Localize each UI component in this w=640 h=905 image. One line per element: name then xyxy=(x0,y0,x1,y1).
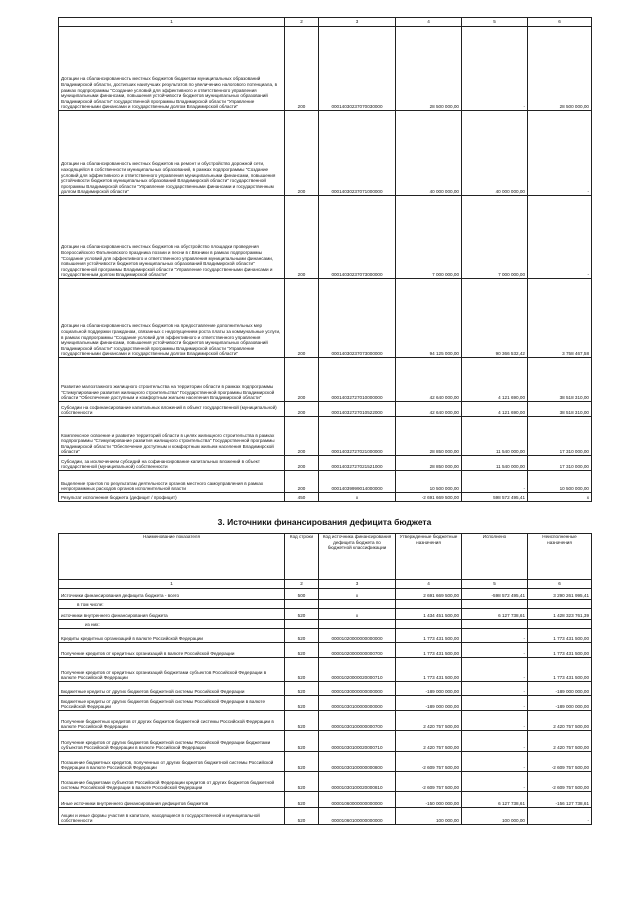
table-header-row xyxy=(59,18,592,27)
approved-amount: 94 125 000,00 xyxy=(396,279,462,358)
unexecuted-amount: 17 310 000,00 xyxy=(528,417,592,456)
source-classification-code: 00001030100000000700 xyxy=(319,711,396,731)
row-description: в том числе: xyxy=(59,600,285,609)
budget-classification-code: 00014030237073000000 xyxy=(319,279,396,358)
executed-amount: - xyxy=(462,629,528,643)
source-classification-code: 00001030100000000800 xyxy=(319,752,396,772)
table-row xyxy=(59,808,592,825)
budget-classification-code: 00014039999014000000 xyxy=(319,471,396,493)
table-row xyxy=(59,682,592,696)
row-code: 200 xyxy=(285,358,319,402)
source-classification-code: 00001030000000000000 xyxy=(319,682,396,696)
column-number: 4 xyxy=(396,580,462,589)
column-number: 5 xyxy=(462,18,528,27)
column-number: 6 xyxy=(528,18,592,27)
column-header: Неисполненные назначения xyxy=(528,534,592,580)
row-description: Субсидии, за исключением субсидий на софинансирование капитальных вложений в объект государственной (муниципальной) собственности xyxy=(59,456,285,471)
table-row xyxy=(59,27,592,111)
budget-classification-code: 00014032727021000000 xyxy=(319,417,396,456)
table-row xyxy=(59,471,592,493)
row-description: Получение кредитов от других бюджетов бюджетной системы Российской Федерации бюджетами субъектов Российской Федерации в валюте Российской Федерации xyxy=(59,731,285,752)
row-code: 520 xyxy=(285,658,319,682)
source-classification-code: 00001030100020000810 xyxy=(319,772,396,792)
row-description: Бюджетные кредиты от других бюджетов бюджетной системы Российской Федерации xyxy=(59,682,285,696)
row-description: Результат исполнения бюджета (дефицит / профицит) xyxy=(59,493,285,502)
column-number: 1 xyxy=(59,580,285,589)
row-code xyxy=(285,620,319,629)
unexecuted-amount: - xyxy=(528,196,592,279)
approved-amount: 7 000 000,00 xyxy=(396,196,462,279)
row-code: 520 xyxy=(285,682,319,696)
approved-amount: -189 000 000,00 xyxy=(396,696,462,711)
executed-amount: 7 000 000,00 xyxy=(462,196,528,279)
column-number: 4 xyxy=(396,18,462,27)
table-row xyxy=(59,731,592,752)
row-code: 200 xyxy=(285,417,319,456)
executed-amount: - xyxy=(462,682,528,696)
executed-amount: - xyxy=(462,711,528,731)
section-title: 3. Источники финансирования дефицита бюджета xyxy=(217,517,432,527)
row-code: 520 xyxy=(285,752,319,772)
row-description: источники внутреннего финансирования бюджета xyxy=(59,609,285,620)
unexecuted-amount: 38 518 310,00 xyxy=(528,358,592,402)
approved-amount: 28 850 000,00 xyxy=(396,456,462,471)
executed-amount: - xyxy=(462,471,528,493)
row-description: Дотации на сбалансированность местных бюджетов на обустройство площадки проведения Всероссийского Фатьяновского праздника поэзии и песни в г.Вязники в рамках подпрограммы "Создание условий для эффективного и ответственного управления муниципальными финансами, повышения устойчивости бюджетов муниципальных образований Владимирской области" государственной программы Владимирской области "Управление государственными финансами и государственным долгом Владимирской области" xyxy=(59,196,285,279)
source-classification-code: 00001060000000000000 xyxy=(319,792,396,808)
row-code: 200 xyxy=(285,471,319,493)
approved-amount: 2 691 669 500,00 xyxy=(396,589,462,600)
column-number: 2 xyxy=(285,18,319,27)
budget-classification-code: x xyxy=(319,493,396,502)
column-number: 3 xyxy=(319,580,396,589)
table-row xyxy=(59,358,592,402)
row-description: Источники финансирования дефицита бюджета - всего xyxy=(59,589,285,600)
column-number: 3 xyxy=(319,18,396,27)
approved-amount: -2 609 757 500,00 xyxy=(396,752,462,772)
unexecuted-amount: 1 773 431 500,00 xyxy=(528,643,592,658)
row-code xyxy=(285,600,319,609)
executed-amount: - xyxy=(462,772,528,792)
unexecuted-amount: 3 758 467,58 xyxy=(528,279,592,358)
unexecuted-amount: - xyxy=(528,111,592,196)
row-description: Субсидии на софинансирование капитальных вложений в объект государственной (муниципальной) собственности xyxy=(59,402,285,417)
approved-amount: 1 773 431 500,00 xyxy=(396,643,462,658)
column-header: Исполнено xyxy=(462,534,528,580)
budget-classification-code: 00014030237073000000 xyxy=(319,196,396,279)
table-row xyxy=(59,417,592,456)
row-code: 200 xyxy=(285,279,319,358)
executed-amount: 6 127 738,61 xyxy=(462,609,528,620)
column-number: 5 xyxy=(462,580,528,589)
table-header-row xyxy=(59,534,592,580)
executed-amount: 4 121 690,00 xyxy=(462,358,528,402)
row-description: Дотации на сбалансированность местных бюджетов на ремонт и обустройство дорожной сети, находящейся в собственности муниципальных образований, в рамках подпрограммы "Создание условий для эффективного и ответственного управления муниципальными финансами, повышения устойчивости бюджетов муниципальных образований Владимирской области" государственной программы Владимирской области "Управление государственными финансами и государственным долгом Владимирской области" xyxy=(59,111,285,196)
row-description: Бюджетные кредиты от других бюджетов бюджетной системы Российской Федерации в валюте Российской Федерации xyxy=(59,696,285,711)
row-description: Дотации на сбалансированность местных бюджетов на предоставление дополнительных мер социальной поддержки гражданам, связанных с недопущением роста платы за коммунальные услуги, в рамках подпрограммы "Создание условий для эффективного и ответственного управления муниципальными финансами, повышения устойчивости бюджетов муниципальных образований Владимирской области" государственной программы Владимирской области "Управление государственными финансами и государственным долгом Владимирской области" xyxy=(59,279,285,358)
executed-amount: - xyxy=(462,752,528,772)
row-code: 520 xyxy=(285,711,319,731)
source-classification-code: 00001030100020000710 xyxy=(319,731,396,752)
unexecuted-amount: 2 420 757 500,00 xyxy=(528,711,592,731)
approved-amount: 100 000,00 xyxy=(396,808,462,825)
approved-amount: 42 640 000,00 xyxy=(396,402,462,417)
row-code: 520 xyxy=(285,808,319,825)
executed-amount: - xyxy=(462,696,528,711)
source-classification-code: x xyxy=(319,609,396,620)
approved-amount: -2 609 757 500,00 xyxy=(396,772,462,792)
budget-classification-code: 00014032727010000000 xyxy=(319,358,396,402)
executed-amount: 6 127 738,61 xyxy=(462,792,528,808)
unexecuted-amount: 1 428 323 761,39 xyxy=(528,609,592,620)
executed-amount: - xyxy=(462,27,528,111)
source-classification-code: 00001060100000000000 xyxy=(319,808,396,825)
executed-amount: 598 572 495,41 xyxy=(462,493,528,502)
executed-amount: -598 572 495,41 xyxy=(462,589,528,600)
unexecuted-amount: -2 609 757 500,00 xyxy=(528,752,592,772)
row-code: 500 xyxy=(285,589,319,600)
row-description: Акции и иные формы участия в капитале, находящиеся в государственной и муниципальной собственности xyxy=(59,808,285,825)
table-row xyxy=(59,752,592,772)
executed-amount: 100 000,00 xyxy=(462,808,528,825)
row-description: Дотации на сбалансированность местных бюджетов бюджетам муниципальных образований Владимирской области, достигших наилучших результатов по увеличению налогового потенциала, в рамках подпрограммы "Создание условий для эффективного и ответственного управления муниципальными финансами, повышения устойчивости бюджетов муниципальных образований Владимирской области" государственной программы Владимирской области "Управление государственными финансами и государственным долгом Владимирской области" xyxy=(59,27,285,111)
unexecuted-amount xyxy=(528,620,592,629)
approved-amount: -150 000 000,00 xyxy=(396,792,462,808)
approved-amount: 42 640 000,00 xyxy=(396,358,462,402)
row-code: 520 xyxy=(285,731,319,752)
column-header: Код строки xyxy=(285,534,319,580)
source-classification-code: x xyxy=(319,589,396,600)
source-classification-code xyxy=(319,620,396,629)
table-row xyxy=(59,643,592,658)
executed-amount: 90 366 532,42 xyxy=(462,279,528,358)
unexecuted-amount: 2 420 757 500,00 xyxy=(528,731,592,752)
column-header: Наименование показателя xyxy=(59,534,285,580)
unexecuted-amount: x xyxy=(528,493,592,502)
table-row xyxy=(59,111,592,196)
table-row xyxy=(59,696,592,711)
column-header: Утвержденные бюджетные назначения xyxy=(396,534,462,580)
unexecuted-amount: 1 773 431 500,00 xyxy=(528,658,592,682)
column-header: Код источника финансирования дефицита бюджета по бюджетной классификации xyxy=(319,534,396,580)
unexecuted-amount: 1 773 431 500,00 xyxy=(528,629,592,643)
executed-amount: - xyxy=(462,731,528,752)
approved-amount: 2 420 757 500,00 xyxy=(396,711,462,731)
row-code: 520 xyxy=(285,772,319,792)
unexecuted-amount: 38 518 310,00 xyxy=(528,402,592,417)
executed-amount: - xyxy=(462,643,528,658)
executed-amount: 11 540 000,00 xyxy=(462,417,528,456)
row-description: из них: xyxy=(59,620,285,629)
row-code: 200 xyxy=(285,111,319,196)
row-code: 200 xyxy=(285,456,319,471)
table-row xyxy=(59,609,592,620)
column-number: 6 xyxy=(528,580,592,589)
row-code: 200 xyxy=(285,402,319,417)
row-description: Получение бюджетных кредитов от других бюджетов бюджетной системы Российской Федерации в валюте Российской Федерации xyxy=(59,711,285,731)
executed-amount xyxy=(462,620,528,629)
unexecuted-amount: -189 000 000,00 xyxy=(528,696,592,711)
table-row xyxy=(59,402,592,417)
approved-amount xyxy=(396,620,462,629)
column-number-row xyxy=(59,580,592,589)
row-code: 200 xyxy=(285,27,319,111)
executed-amount: - xyxy=(462,658,528,682)
approved-amount: 28 500 000,00 xyxy=(396,27,462,111)
row-description: Погашение бюджетных кредитов, полученных от других бюджетов бюджетной системы Российской Федерации в валюте Российской Федерации xyxy=(59,752,285,772)
unexecuted-amount: -2 609 757 500,00 xyxy=(528,772,592,792)
source-classification-code: 00001020000020000710 xyxy=(319,658,396,682)
unexecuted-amount: 28 500 000,00 xyxy=(528,27,592,111)
source-classification-code: 00001020000000000700 xyxy=(319,643,396,658)
budget-classification-code: 00014030237070030000 xyxy=(319,27,396,111)
expenditure-table xyxy=(58,17,592,502)
unexecuted-amount xyxy=(528,600,592,609)
table-row xyxy=(59,279,592,358)
row-code: 520 xyxy=(285,643,319,658)
executed-amount: 11 540 000,00 xyxy=(462,456,528,471)
row-description: Развитие малоэтажного жилищного строительства на территории области в рамках подпрограммы "Стимулирование развития жилищного строительства" Государственной программы Владимирской области "Обеспечение доступным и комфортным жильем населения Владимирской области" xyxy=(59,358,285,402)
budget-classification-code: 00014030237071000000 xyxy=(319,111,396,196)
source-classification-code: 00001020000000000000 xyxy=(319,629,396,643)
row-description: Выделение грантов по результатам деятельности органов местного самоуправления в рамках непрограммных расходов органов исполнительной власти xyxy=(59,471,285,493)
row-description: Погашение бюджетами субъектов Российской Федерации кредитов от других бюджетов бюджетной системы Российской Федерации в валюте Российской Федерации xyxy=(59,772,285,792)
executed-amount: 4 121 690,00 xyxy=(462,402,528,417)
row-code: 450 xyxy=(285,493,319,502)
source-classification-code: 00001030100000000000 xyxy=(319,696,396,711)
row-description: Получение кредитов от кредитных организаций бюджетами субъектов Российской Федерации в валюте Российской Федерации xyxy=(59,658,285,682)
table-row xyxy=(59,772,592,792)
deficit-sources-table xyxy=(58,533,592,825)
approved-amount: 40 000 000,00 xyxy=(396,111,462,196)
approved-amount: 10 500 000,00 xyxy=(396,471,462,493)
approved-amount: 1 773 431 500,00 xyxy=(396,658,462,682)
table-row xyxy=(59,589,592,600)
unexecuted-amount: - xyxy=(528,808,592,825)
row-description: Получение кредитов от кредитных организаций в валюте Российской Федерации xyxy=(59,643,285,658)
table-row xyxy=(59,620,592,629)
column-number: 2 xyxy=(285,580,319,589)
row-description: Комплексное освоение и развитие территорий области в целях жилищного строительства в рамках подпрограммы "Стимулирование развития жилищного строительства" Государственной программы Владимирской области "Обеспечение доступным и комфортным жильем населения Владимирской области" xyxy=(59,417,285,456)
unexecuted-amount: 10 500 000,00 xyxy=(528,471,592,493)
approved-amount: 1 434 451 500,00 xyxy=(396,609,462,620)
unexecuted-amount: -156 127 738,61 xyxy=(528,792,592,808)
unexecuted-amount: 17 310 000,00 xyxy=(528,456,592,471)
unexecuted-amount: -189 000 000,00 xyxy=(528,682,592,696)
source-classification-code xyxy=(319,600,396,609)
table-row xyxy=(59,658,592,682)
approved-amount: -2 691 669 500,00 xyxy=(396,493,462,502)
budget-classification-code: 00014032727021521000 xyxy=(319,456,396,471)
approved-amount: 2 420 757 500,00 xyxy=(396,731,462,752)
table-row xyxy=(59,711,592,731)
row-description: Иные источники внутреннего финансирования дефицитов бюджетов xyxy=(59,792,285,808)
approved-amount xyxy=(396,600,462,609)
table-row xyxy=(59,456,592,471)
row-code: 520 xyxy=(285,609,319,620)
row-code: 200 xyxy=(285,196,319,279)
column-number: 1 xyxy=(59,18,285,27)
approved-amount: 28 850 000,00 xyxy=(396,417,462,456)
table-row xyxy=(59,196,592,279)
row-code: 520 xyxy=(285,792,319,808)
approved-amount: -189 000 000,00 xyxy=(396,682,462,696)
table-row xyxy=(59,600,592,609)
table-row xyxy=(59,792,592,808)
row-code: 520 xyxy=(285,696,319,711)
budget-classification-code: 00014032727010522000 xyxy=(319,402,396,417)
table-row xyxy=(59,629,592,643)
unexecuted-amount: 3 290 261 995,41 xyxy=(528,589,592,600)
executed-amount xyxy=(462,600,528,609)
executed-amount: 40 000 000,00 xyxy=(462,111,528,196)
table-row xyxy=(59,493,592,502)
approved-amount: 1 773 431 500,00 xyxy=(396,629,462,643)
row-description: Кредиты кредитных организаций в валюте Российской Федерации xyxy=(59,629,285,643)
row-code: 520 xyxy=(285,629,319,643)
